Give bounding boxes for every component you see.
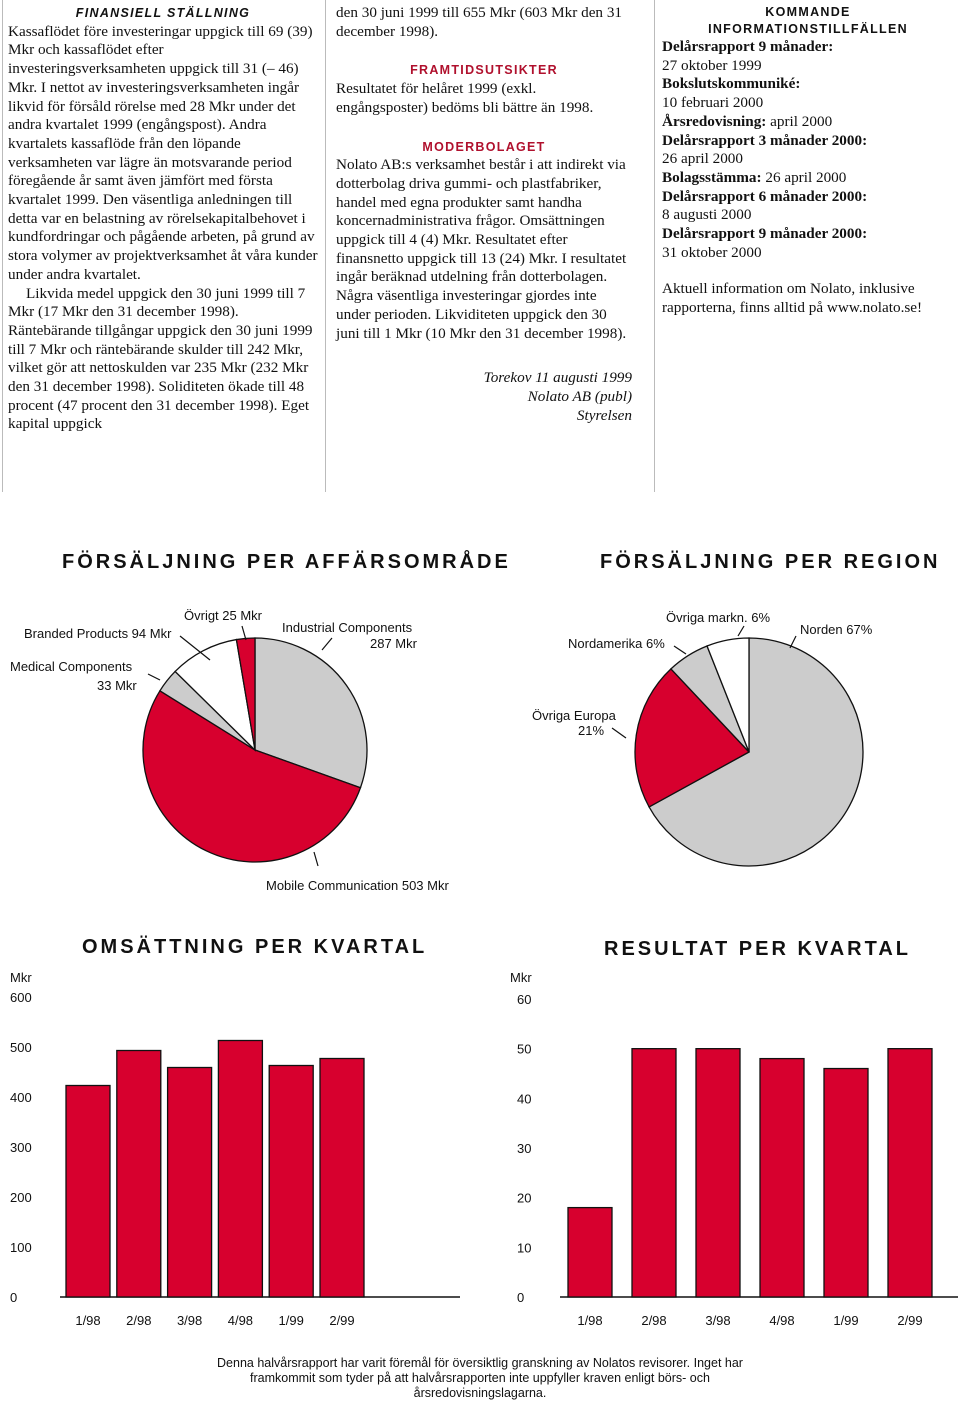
bar1-category-label: 4/98 (227, 1313, 254, 1328)
bar2-ytick-label: 10 (517, 1240, 532, 1256)
signature-place-date: Torekov 11 augusti 1999 (483, 369, 632, 387)
outlook-paragraph: Resultatet för helåret 1999 (exkl. engångsposter) bedöms bli bättre än 1998. (336, 80, 594, 116)
pie2-title: FÖRSÄLJNING PER REGION (600, 551, 941, 573)
pie1-label-branded: Branded Products 94 Mkr (24, 626, 172, 641)
pie1-label-mobile: Mobile Communication 503 Mkr (266, 878, 449, 893)
bar1-ylabel: Mkr (10, 970, 32, 985)
bar1-title: OMSÄTTNING PER KVARTAL (82, 936, 428, 958)
bar1-ytick-label: 600 (10, 990, 32, 1005)
bar2-ytick-label: 30 (517, 1141, 532, 1156)
event-label: Delårsrapport 6 månader 2000: (662, 187, 868, 205)
continued-paragraph: den 30 juni 1999 till 655 Mkr (603 Mkr den 31 december 1998). (336, 4, 623, 40)
bar1-category-label: 3/98 (176, 1313, 203, 1328)
event-date: april 2000 (766, 112, 833, 130)
bar2-category-label: 4/98 (769, 1313, 795, 1328)
bar2-ytick-label: 20 (517, 1190, 532, 1206)
event-label: Delårsrapport 3 månader 2000: (662, 131, 868, 149)
parent-company-heading: MODERBOLAGET (422, 139, 546, 154)
upcoming-info-heading-1: KOMMANDE (765, 5, 851, 19)
event-label: Delårsrapport 9 månader 2000: (662, 225, 868, 243)
bar2-bar (888, 1049, 932, 1297)
bar2-category-label: 2/98 (641, 1313, 667, 1328)
bar1-category-label: 1/99 (278, 1313, 304, 1328)
bar2-category-label: 1/99 (833, 1313, 859, 1328)
event-label: Årsredovisning: (662, 112, 767, 130)
event-label: Bolagsstämma: (662, 168, 762, 186)
bar2-bar (632, 1049, 676, 1297)
bar2-ytick-label: 60 (517, 992, 532, 1007)
pie1-label-industrial-1: Industrial Components (282, 620, 413, 635)
bar2-title: RESULTAT PER KVARTAL (604, 938, 912, 960)
pie2-label-europa-2: 21% (578, 723, 605, 738)
website-note: Aktuell information om Nolato, inklusive rapporterna, finns alltid på www.nolato.se! (662, 280, 923, 317)
pie1-label-industrial-2: 287 Mkr (370, 636, 417, 651)
bar1-category-label: 1/98 (75, 1313, 101, 1328)
financial-position-paragraph-1: Kassaflödet före investeringar uppgick till 69 (39) Mkr och kassaflödet efter investeringsverksamheten uppgick till 31 (– 46) Mkr. I nettot av investeringsverksamheten ingår likvid för försåld rörelse med 28 Mkr under det andra kvartalet 1999 (engångspost). Andra kvartalets kassaflöde från den löpande verksamheten var lägre än motsvarande period föregående år samt även jämfört med första kvartalet 1999. Den väsentliga anledningen till detta var en belastning av rörelsekapitalbehovet i kundfordringar och pågående arbeten, på grund av stora volymer av projektverksamhet åt våra kunder under andra kvartalet. (8, 22, 318, 283)
pie1-title: FÖRSÄLJNING PER AFFÄRSOMRÅDE (62, 551, 511, 573)
financial-position-heading: FINANSIELL STÄLLNING (75, 6, 251, 20)
event-label: Bokslutskommuniké: (662, 75, 801, 93)
bar2-bar (824, 1069, 868, 1297)
bar2-ytick-label: 50 (517, 1041, 532, 1057)
bar1-ytick-label: 400 (10, 1090, 32, 1105)
pie2-label-nordamerika: Nordamerika 6% (568, 636, 665, 651)
financial-position-paragraph-2: Likvida medel uppgick den 30 juni 1999 till 7 Mkr (17 Mkr den 31 december 1998). Räntebärande tillgångar uppgick den 30 juni 1999 till 7 Mkr och räntebärande skulder till 242 Mkr, vilket gör att nettoskulden var 235 Mkr (232 Mkr den 31 december 1998). Soliditeten ökade till 48 procent (47 procent den 31 december 1998). Eget kapital uppgick (8, 284, 313, 433)
bar2-category-label: 2/99 (897, 1313, 923, 1328)
bar1-bar (218, 1041, 262, 1298)
event-date: 26 april 2000 (761, 168, 847, 186)
bar1-ytick-label: 100 (10, 1240, 32, 1255)
pie1-label-medical-1: Medical Components (10, 659, 133, 674)
bar1-ytick-label: 200 (10, 1190, 32, 1205)
bar2-bar (696, 1049, 740, 1297)
pie1-label-ovrigt: Övrigt 25 Mkr (184, 608, 263, 623)
bar1-ytick-label: 0 (10, 1290, 18, 1305)
bar1-bar (117, 1051, 161, 1298)
event-date: 31 oktober 2000 (662, 243, 762, 261)
bar2-ylabel: Mkr (510, 970, 532, 985)
bar2-ytick-label: 0 (517, 1290, 525, 1305)
event-date: 8 augusti 2000 (662, 206, 752, 224)
signature-company: Nolato AB (publ) (527, 387, 632, 405)
bar1-category-label: 2/98 (126, 1313, 152, 1328)
pie2-label-europa-1: Övriga Europa (532, 708, 616, 723)
event-label: Delårsrapport 9 månader: (662, 38, 834, 55)
bar1-ytick-label: 300 (10, 1140, 32, 1155)
bar1-bar (66, 1086, 110, 1298)
event-date: 10 februari 2000 (662, 94, 764, 112)
signature-board: Styrelsen (576, 406, 632, 424)
bar2-bar (760, 1059, 804, 1297)
bar1-category-label: 2/99 (329, 1313, 355, 1328)
review-note (0, 1356, 960, 1401)
review-note-text: Denna halvårsrapport har varit föremål för översiktlig granskning av Nolatos revisorer. Inget har framkommit som tyder på att halvårsrapporten inte uppfyller kraven enligt börs- och årsredovisningslagarna. (217, 1356, 743, 1400)
bar2-category-label: 1/98 (577, 1313, 603, 1328)
bar1-bar (320, 1059, 364, 1298)
event-date: 26 april 2000 (662, 150, 743, 168)
bar2-category-label: 3/98 (705, 1313, 731, 1328)
pie2-label-norden: Norden 67% (800, 622, 873, 637)
outlook-heading: FRAMTIDSUTSIKTER (410, 63, 558, 78)
pie2-label-ovriga-markn: Övriga markn. 6% (666, 610, 771, 625)
upcoming-info-heading-2: INFORMATIONSTILLFÄLLEN (708, 22, 908, 36)
pie1-label-medical-2: 33 Mkr (97, 678, 137, 693)
bar1-ytick-label: 500 (10, 1040, 32, 1055)
bar2-bar (568, 1208, 612, 1297)
event-date: 27 oktober 1999 (662, 56, 762, 74)
parent-company-paragraph: Nolato AB:s verksamhet består i att indirekt via dotterbolag driva gummi- och plastfabriker, handel med egna produkter samt handha koncernadministrativa frågor. Omsättningen uppgick till 4 (4) Mkr. Resultatet efter finansnetto uppgick till 13 (24) Mkr. I resultatet ingår beräknad utdelning från dotterbolagen. Några väsentliga investeringar gjordes inte under perioden. Likviditeten uppgick den 30 juni till 1 Mkr (10 Mkr den 31 december 1998). (336, 156, 627, 342)
bar1-bar (168, 1068, 212, 1298)
bar2-ytick-label: 40 (517, 1091, 532, 1107)
bar1-bar (269, 1066, 313, 1298)
